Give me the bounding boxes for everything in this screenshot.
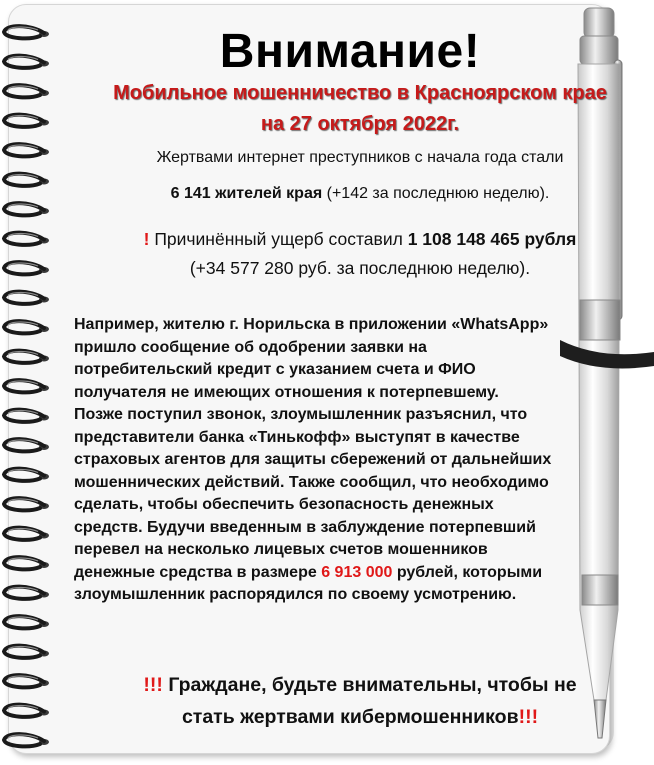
- warning-line-2: [60, 706, 654, 729]
- story-line: потребительский кредит с указанием счета и ФИО: [74, 361, 476, 378]
- story-paragraph: [74, 314, 634, 607]
- story-line: представители банка «Тинькофф» выступят в качестве: [74, 428, 520, 446]
- damage-amount: 1 108 148 465 рубля: [407, 229, 577, 249]
- damage-intro: Причинённый ущерб составил: [149, 229, 408, 249]
- damage-line: [80, 229, 640, 250]
- subtitle-date: на 27 октября 2022г.: [260, 113, 460, 135]
- warning-mark-start: !!!: [143, 674, 163, 696]
- warning-mark-end: !!!: [518, 706, 539, 728]
- amount-prefix: денежные средства в размере: [74, 563, 322, 581]
- story-line: средств. Будучи введенным в заблуждение потерпевший: [74, 518, 536, 536]
- story-line: сделать, чтобы обеспечить безопасность денежных: [74, 496, 494, 513]
- story-line: Например, жителю г. Норильска в приложении «WhatsApp»: [74, 316, 549, 333]
- victims-week: (+142 за последнюю неделю).: [322, 185, 550, 202]
- story-line: Позже поступил звонок, злоумышленник разъяснил, что: [74, 406, 528, 423]
- story-line: получателя не имеющих отношения к потерпевшему.: [74, 383, 499, 401]
- story-line: пришло сообщение об одобрении заявки на: [74, 338, 427, 356]
- amount-suffix: рублей, которыми: [392, 563, 543, 581]
- victims-intro: Жертвами интернет преступников с начала года стали: [156, 149, 564, 166]
- story-line: страховых агентов для защиты сбережений от дальнейших: [74, 451, 552, 468]
- damage-week: (+34 577 280 руб. за последнюю неделю).: [189, 258, 531, 278]
- story-line: злоумышленник распорядился по своему усмотрению.: [74, 586, 517, 603]
- warning-text-1: Граждане, будьте внимательны, чтобы не: [162, 674, 577, 696]
- subtitle-line-1: Мобильное мошенничество в Красноярском крае: [113, 82, 607, 104]
- stolen-amount: 6 913 000: [321, 563, 393, 581]
- story-line: перевел на несколько лицевых счетов мошенников: [74, 541, 488, 558]
- warning-line-1: [60, 674, 654, 697]
- warning-text-2: стать жертвами кибермошенников: [181, 706, 519, 728]
- story-amount-line: [74, 562, 634, 585]
- victims-count-line: [80, 185, 640, 203]
- victims-count: 6 141 жителей края: [170, 185, 323, 202]
- exclamation-mark: !: [143, 229, 150, 249]
- page-title: Внимание!: [219, 25, 481, 78]
- story-line: мошеннических действий. Также сообщил, что необходимо: [74, 473, 549, 491]
